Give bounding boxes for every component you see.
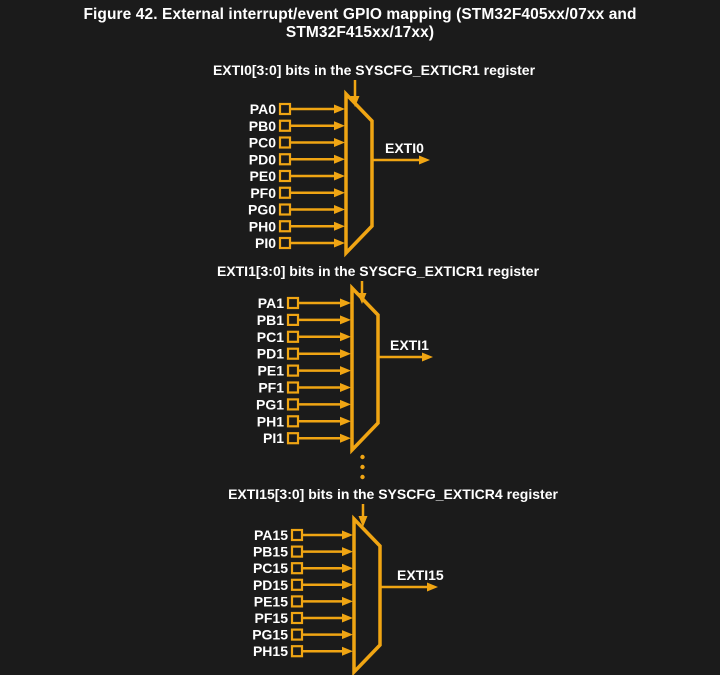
- input-label-pb15: PB15: [252, 543, 288, 560]
- input-label-pg15: PG15: [252, 626, 288, 643]
- pin-square-pg0: [280, 205, 290, 215]
- pin-square-ph0: [280, 221, 290, 231]
- input-label-pi0: PI0: [254, 235, 276, 251]
- pin-square-pa15: [292, 530, 302, 540]
- pin-square-pb0: [280, 121, 290, 131]
- input-arrow-ph1: [340, 417, 351, 426]
- mux-shape-exti15: [354, 519, 380, 672]
- register-label-exti0: EXTI0[3:0] bits in the SYSCFG_EXTICR1 register: [212, 62, 536, 78]
- input-arrow-pe15: [342, 597, 353, 606]
- input-label-pf15: PF15: [254, 610, 288, 626]
- pin-square-pf1: [288, 383, 298, 393]
- continuation-dot: [360, 465, 364, 469]
- mux-section-exti1: [217, 263, 540, 450]
- input-arrow-pi1: [340, 434, 351, 443]
- pin-square-pe15: [292, 596, 302, 606]
- continuation-dot: [360, 475, 364, 479]
- mux-shape-exti1: [352, 288, 378, 450]
- input-arrow-pb1: [340, 315, 351, 324]
- register-label-exti1: EXTI1[3:0] bits in the SYSCFG_EXTICR1 register: [216, 263, 540, 279]
- pin-square-ph1: [288, 416, 298, 426]
- pin-square-ph15: [292, 646, 302, 656]
- input-label-pc15: PC15: [252, 560, 288, 577]
- pin-square-pd15: [292, 580, 302, 590]
- pin-square-pa0: [280, 104, 290, 114]
- input-arrow-pd0: [334, 155, 345, 164]
- input-arrow-pe0: [334, 172, 345, 181]
- pin-square-pg1: [288, 399, 298, 409]
- mux-shape-exti0: [346, 94, 372, 253]
- input-label-ph15: PH15: [252, 643, 288, 660]
- input-arrow-pe1: [340, 366, 351, 375]
- continuation-dot: [360, 455, 364, 459]
- pin-square-pd1: [288, 349, 298, 359]
- input-arrow-pc1: [340, 332, 351, 341]
- input-label-pe15: PE15: [253, 593, 288, 610]
- input-label-pc0: PC0: [248, 134, 276, 151]
- output-arrow-exti15: [427, 583, 438, 592]
- input-label-pa1: PA1: [257, 295, 284, 311]
- input-arrow-pi0: [334, 239, 345, 248]
- pin-square-pd0: [280, 154, 290, 164]
- input-arrow-pb0: [334, 121, 345, 130]
- input-arrow-pa1: [340, 299, 351, 308]
- input-label-pi1: PI1: [262, 430, 284, 447]
- input-arrow-pd1: [340, 349, 351, 358]
- output-label-exti15: EXTI15: [397, 567, 444, 583]
- input-arrow-pa0: [334, 105, 345, 114]
- pin-square-pe0: [280, 171, 290, 181]
- input-arrow-pb15: [342, 547, 353, 556]
- input-arrow-pg15: [342, 630, 353, 639]
- pin-square-pb1: [288, 315, 298, 325]
- register-label-exti15: EXTI15[3:0] bits in the SYSCFG_EXTICR4 register: [228, 486, 558, 502]
- figure-title-line1: Figure 42. External interrupt/event GPIO mapping (STM32F405xx/07xx and: [83, 6, 637, 23]
- input-arrow-ph0: [334, 222, 345, 231]
- pin-square-pe1: [288, 366, 298, 376]
- pin-square-pc15: [292, 563, 302, 573]
- input-label-pd1: PD1: [256, 345, 284, 362]
- input-label-pf1: PF1: [258, 379, 284, 396]
- input-arrow-pd15: [342, 580, 353, 589]
- input-label-ph1: PH1: [256, 413, 284, 430]
- pin-square-pc0: [280, 138, 290, 148]
- figure-title-line2: STM32F415xx/17xx): [285, 24, 435, 41]
- input-arrow-pf1: [340, 383, 351, 392]
- input-label-pb1: PB1: [256, 311, 284, 328]
- input-arrow-pf15: [342, 614, 353, 623]
- pin-square-pa1: [288, 298, 298, 308]
- output-arrow-exti0: [419, 156, 430, 165]
- input-arrow-pc15: [342, 564, 353, 573]
- pin-square-pi0: [280, 238, 290, 248]
- input-label-pc1: PC1: [256, 328, 284, 345]
- pin-square-pf15: [292, 613, 302, 623]
- input-label-pd15: PD15: [252, 576, 288, 593]
- input-label-pb0: PB0: [248, 117, 276, 134]
- input-arrow-pc0: [334, 138, 345, 147]
- input-label-ph0: PH0: [248, 218, 276, 235]
- pin-square-pc1: [288, 332, 298, 342]
- input-arrow-pg1: [340, 400, 351, 409]
- input-label-pa0: PA0: [249, 101, 276, 117]
- output-label-exti0: EXTI0: [385, 140, 424, 156]
- input-arrow-pa15: [342, 531, 353, 540]
- input-label-pa15: PA15: [254, 527, 288, 543]
- mux-section-exti0: [213, 62, 536, 253]
- mux-section-exti15: [228, 486, 558, 672]
- pin-square-pb15: [292, 547, 302, 557]
- pin-square-pg15: [292, 630, 302, 640]
- pin-square-pi1: [288, 433, 298, 443]
- input-label-pg1: PG1: [255, 396, 284, 413]
- input-label-pe0: PE0: [249, 168, 276, 184]
- input-arrow-pg0: [334, 205, 345, 214]
- pin-square-pf0: [280, 188, 290, 198]
- input-arrow-pf0: [334, 188, 345, 197]
- output-arrow-exti1: [422, 353, 433, 362]
- input-label-pf0: PF0: [250, 184, 276, 201]
- input-label-pe1: PE1: [257, 362, 284, 379]
- input-label-pg0: PG0: [247, 201, 276, 218]
- output-label-exti1: EXTI1: [390, 337, 429, 353]
- continuation-ellipsis: [360, 455, 364, 479]
- input-label-pd0: PD0: [248, 151, 276, 168]
- input-arrow-ph15: [342, 647, 353, 656]
